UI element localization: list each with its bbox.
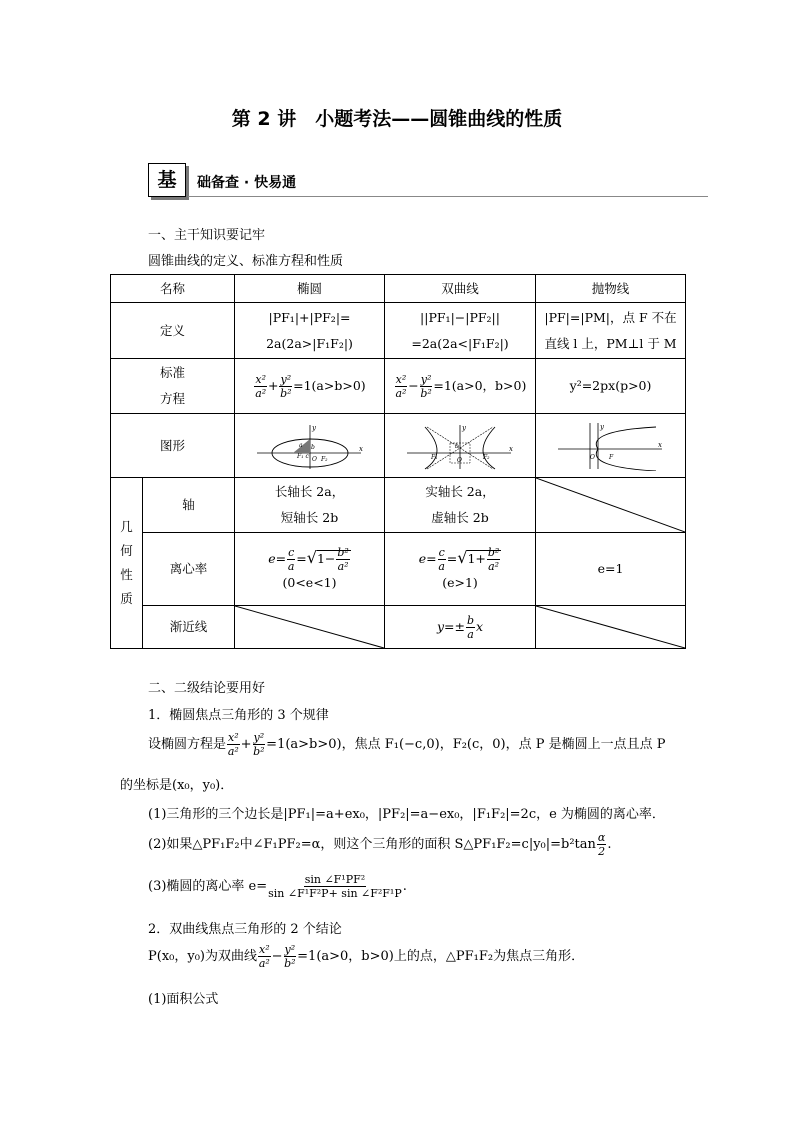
axis-parabola-empty: [536, 478, 686, 533]
eq-ellipse: $\frac{\text{x²}}{\text{a²}}$ + $\frac{\text{y²}}{\text{b²}}$ =1(a>b>0): [235, 359, 385, 414]
axis-ellipse: 长轴长 2a， 短轴长 2b: [235, 478, 385, 533]
axis-label: 轴: [143, 478, 235, 533]
section2-p9: (1)面积公式: [148, 992, 219, 1007]
axis-hyperbola: 实轴长 2a， 虚轴长 2b: [385, 478, 536, 533]
svg-text:y: y: [462, 423, 466, 432]
svg-text:y: y: [599, 422, 604, 431]
header-hyperbola: 双曲线: [385, 275, 536, 303]
asym-label: 渐近线: [143, 606, 235, 649]
svg-text:F₁: F₁: [431, 453, 438, 461]
svg-text:O: O: [457, 456, 462, 464]
eq-parabola: y²=2px(p>0): [536, 359, 686, 414]
section2-p3: 的坐标是(x₀，y₀)．: [120, 778, 234, 793]
header-ellipse: 椭圆: [235, 275, 385, 303]
section2-p2: 设椭圆方程是 $\frac{\text{x²}}{\text{a²}}$ + $\frac{\text{y²}}{\text{b²}}$ =1(a>b>0)，焦点 F₁(−c,0)，F₂(c，0)，点 P 是椭圆上一点且点 P: [148, 731, 666, 758]
section2-p5: (2)如果△PF₁F₂中∠F₁PF₂=α，则这个三角形的面积 S△PF₁F₂=c|y₀|=b²tan $\frac{\alpha}{2}$ .: [148, 831, 612, 858]
ecc-ellipse: e= $\frac{c}{a}$ =√1− $\frac{\text{b²}}{\text{a²}}$ (0<e<1): [235, 533, 385, 606]
section-badge-icon: 基: [148, 163, 186, 197]
badge-divider: [188, 196, 708, 197]
section2-p4: (1)三角形的三个边长是|PF₁|=a+ex₀，|PF₂|=a−ex₀，|F₁F₂|=2c，e 为椭圆的离心率．: [148, 807, 665, 822]
svg-text:b: b: [455, 442, 459, 450]
svg-text:F₂: F₂: [483, 453, 490, 461]
page-title: 第 2 讲 小题考法——圆锥曲线的性质: [231, 108, 563, 130]
svg-text:x: x: [358, 444, 363, 453]
svg-text:a: a: [298, 441, 303, 449]
svg-text:b: b: [310, 443, 315, 451]
def-label: 定义: [111, 303, 235, 359]
ecc-hyperbola: e= $\frac{c}{a}$ =√1+ $\frac{\text{b²}}{\text{a²}}$ (e>1): [385, 533, 536, 606]
svg-text:x: x: [657, 440, 662, 449]
hyperbola-graph-icon: [405, 421, 515, 471]
def-hyperbola: ||PF₁|−|PF₂|| =2a(2a<|F₁F₂|): [385, 303, 536, 359]
section2-p1: 1．椭圆焦点三角形的 3 个规律: [148, 708, 329, 723]
section2-p6: (3)椭圆的离心率 e= $\frac{\text{sin ∠F¹PF²}}{\text{sin ∠F¹F²P+ sin ∠F²F¹P}}$ .: [148, 873, 407, 900]
svg-text:F₁ c: F₁ c: [296, 452, 309, 460]
svg-text:O: O: [311, 455, 317, 463]
asym-hyperbola: y=± $\frac{b}{a}$ x: [385, 606, 536, 649]
section2-heading: 二、二级结论要用好: [148, 681, 266, 696]
header-name: 名称: [111, 275, 235, 303]
ellipse-figure: [235, 414, 385, 478]
parabola-graph-icon: [556, 421, 666, 471]
svg-text:y: y: [311, 423, 316, 432]
geo-label: 几 何 性 质: [111, 478, 143, 649]
ellipse-graph-icon: [255, 421, 365, 471]
asym-ellipse-empty: [235, 606, 385, 649]
section2-p7: 2．双曲线焦点三角形的 2 个结论: [148, 922, 342, 937]
def-parabola: |PF|=|PM|，点 F 不在 直线 l 上，PM⊥l 于 M: [536, 303, 686, 359]
svg-text:O: O: [589, 453, 595, 461]
parabola-figure: [536, 414, 686, 478]
eq-label: 标准 方程: [111, 359, 235, 414]
fig-label: 图形: [111, 414, 235, 478]
ecc-label: 离心率: [143, 533, 235, 606]
section1-subheading: 圆锥曲线的定义、标准方程和性质: [148, 254, 344, 269]
svg-text:F₂: F₂: [320, 455, 328, 463]
section1-heading: 一、主干知识要记牢: [148, 228, 266, 243]
def-ellipse: |PF₁|+|PF₂|= 2a(2a>|F₁F₂|): [235, 303, 385, 359]
asym-parabola-empty: [536, 606, 686, 649]
svg-text:x: x: [509, 444, 513, 453]
svg-text:F: F: [608, 453, 613, 461]
section2-p8: P(x₀，y₀)为双曲线 $\frac{\text{x²}}{\text{a²}}$ − $\frac{\text{y²}}{\text{b²}}$ =1(a>0，b>0)上的点，△PF₁F₂为焦点三角形．: [148, 943, 585, 970]
header-parabola: 抛物线: [536, 275, 686, 303]
eq-hyperbola: $\frac{\text{x²}}{\text{a²}}$ − $\frac{\text{y²}}{\text{b²}}$ =1(a>0，b>0): [385, 359, 536, 414]
badge-text: 础备查 · 快易通: [197, 175, 297, 191]
ecc-parabola: e=1: [536, 533, 686, 606]
hyperbola-figure: [385, 414, 536, 478]
conic-properties-table: [110, 274, 686, 649]
